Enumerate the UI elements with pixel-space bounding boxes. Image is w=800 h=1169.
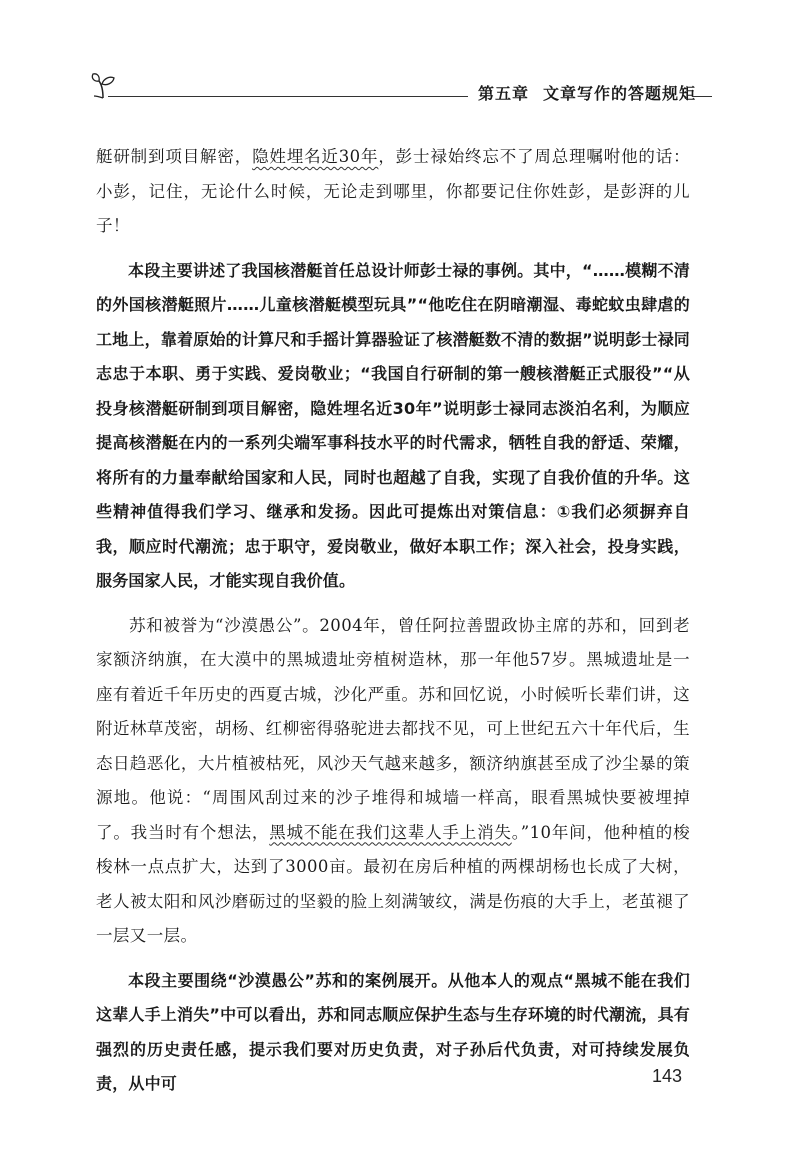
body-paragraph (96, 140, 690, 244)
text-run: 艇研制到项目解密， (96, 147, 253, 166)
header-rule-right (692, 96, 712, 97)
analysis-paragraph (96, 964, 690, 1102)
chapter-heading (478, 81, 696, 104)
analysis-paragraph (96, 254, 690, 599)
text-run: 本段主要围绕“沙漠愚公”苏和的案例展开。从他本人的观点“黑城不能在我们这辈人手上消失”中可以看出，苏和同志顺应保护生态与生存环境的时代潮流，具有强烈的历史责任感，提示我们要对历史负责，对子孙后代负责，对可持续发展负责，从中可 (96, 970, 690, 1093)
emphasized-text: 黑城不能在我们这辈人手上消失 (269, 822, 512, 842)
body-paragraph (96, 609, 690, 954)
page-body (96, 140, 690, 1112)
emphasized-text: 隐姓埋名近30年 (252, 147, 379, 166)
page-number: 143 (652, 1066, 683, 1086)
text-run: 苏和被誉为“沙漠愚公”。2004年，曾任阿拉善盟政协主席的苏和，回到老家额济纳旗，在大漠中的黑城遗址旁植树造林，那一年他57岁。黑城遗址是一座有着近千年历史的西夏古城，沙化严重。苏和回忆说，小时候听长辈们讲，这附近林草茂密，胡杨、红柳密得骆驼进去都找不见，可上世纪五六十年代后，生态日趋恶化，大片植被枯死，风沙天气越来越多，额济纳旗甚至成了沙尘暴的策源地。他说：“周围风刮过来的沙子堆得和城墙一样高，眼看黑城快要被埋掉了。我当时有个想法， (96, 615, 690, 842)
text-run: 本段主要讲述了我国核潜艇首任总设计师彭士禄的事例。其中，“……模糊不清的外国核潜艇照片……儿童核潜艇模型玩具”“他吃住在阴暗潮湿、毒蛇蚊虫肆虐的工地上，靠着原始的计算尺和手摇计算器验证了核潜艇数不清的数据”说明彭士禄同志忠于本职、勇于实践、爱岗敬业；“我国自行研制的第一艘核潜艇正式服役”“从投身核潜艇研制到项目解密，隐姓埋名近30年”说明彭士禄同志淡泊名利，为顺应提高核潜艇在内的一系列尖端军事科技水平的时代需求，牺牲自我的舒适、荣耀，将所有的力量奉献给国家和人民，同时也超越了自我，实现了自我价值的升华。这些精神值得我们学习、继承和发扬。因此可提炼出对策信息：①我们必须摒弃自我，顺应时代潮流；忠于职守，爱岗敬业，做好本职工作；深入社会，投身实践，服务国家人民，才能实现自我价值。 (96, 260, 690, 590)
text-run: 。”10年间，他种植的梭梭林一点点扩大，达到了3000亩。最初在房后种植的两棵胡杨也长成了大树，老人被太阳和风沙磨砺过的坚毅的脸上刻满皱纹，满是伤痕的大手上，老茧褪了一层又一层。 (96, 822, 690, 945)
text-run: ，彭士禄始终忘不了周总理嘱咐他的话：小彭，记住，无论什么时候，无论走到哪里，你都要记住你姓彭，是彭湃的儿子！ (96, 147, 691, 235)
running-header (90, 72, 710, 102)
chapter-number: 第五章 (478, 84, 530, 103)
chapter-title: 文章写作的答题规矩 (543, 84, 697, 103)
header-rule-left (108, 96, 468, 97)
